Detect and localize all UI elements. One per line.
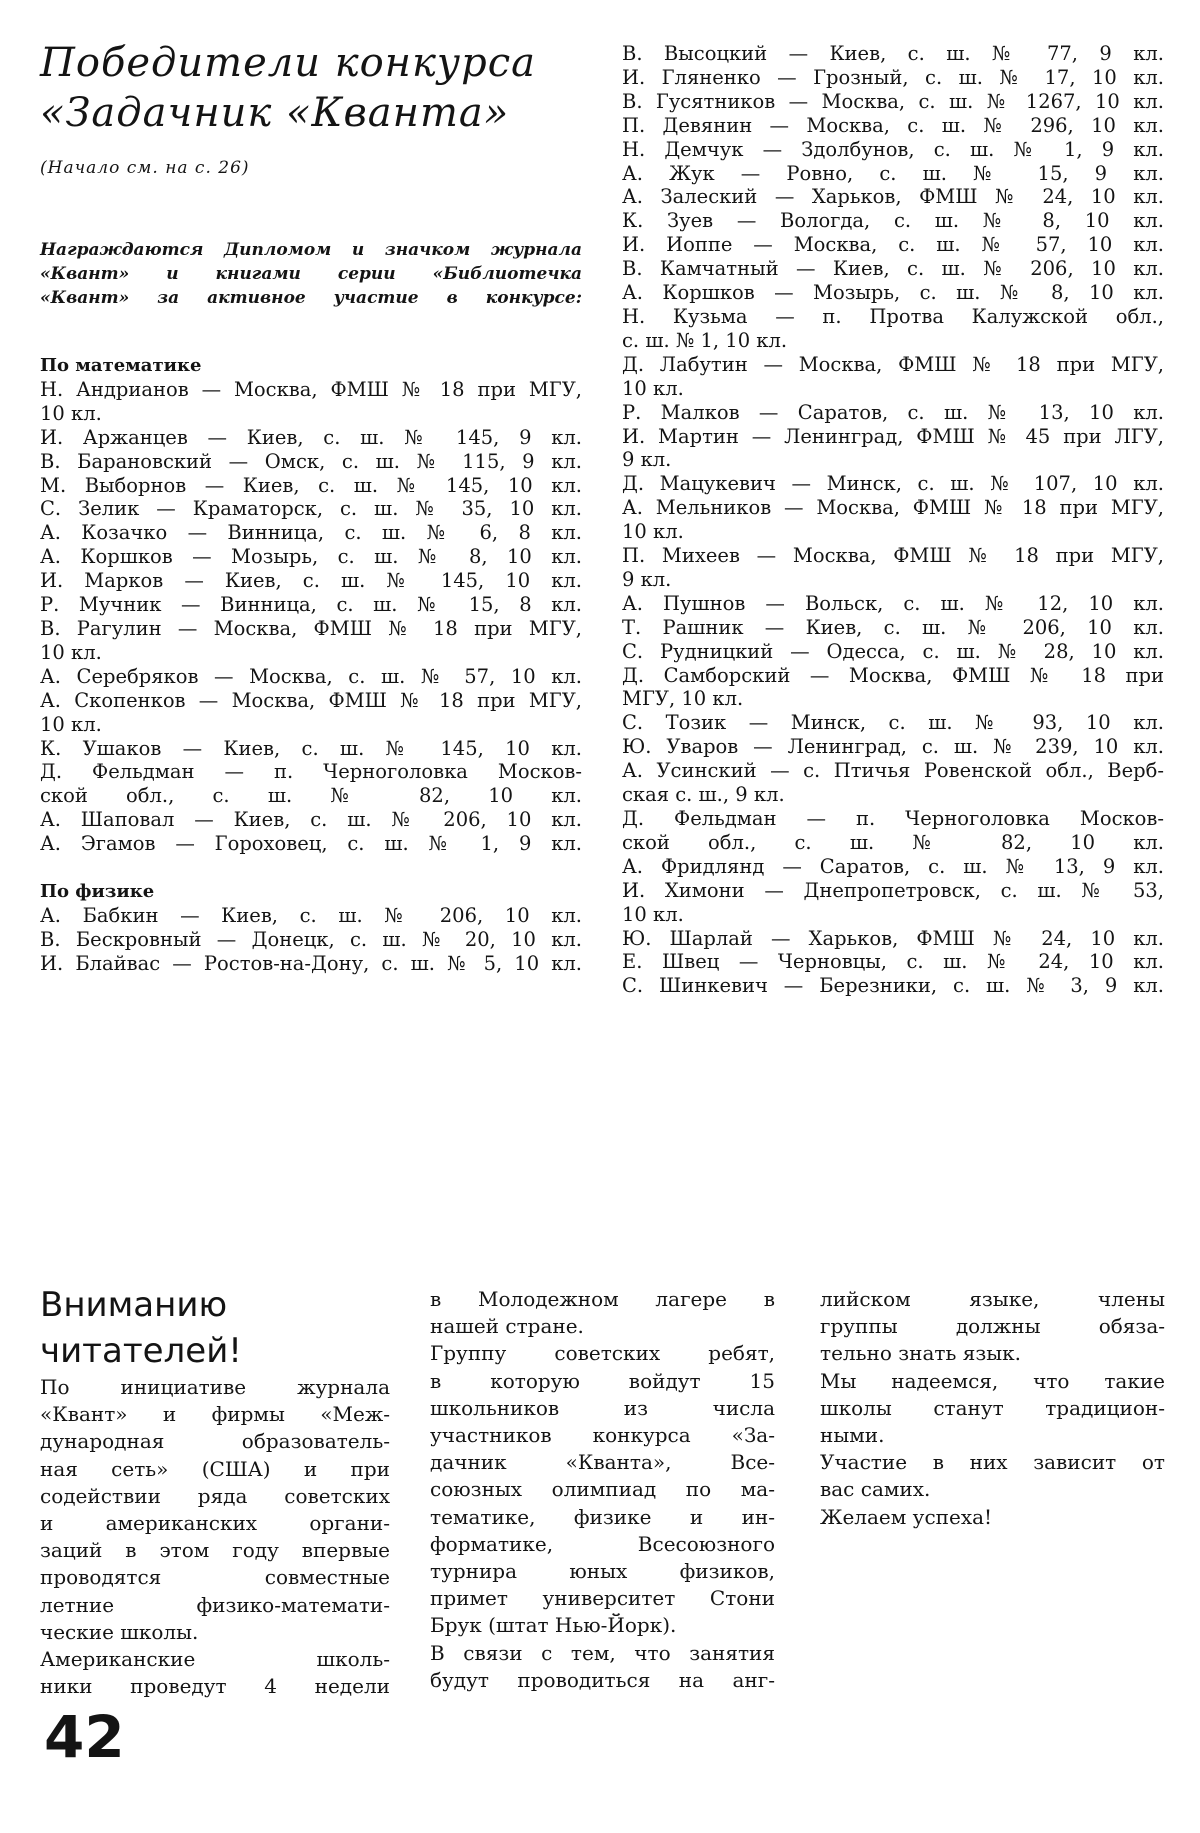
notice-text-line: проводятся совместные [40, 1565, 390, 1590]
winner-line: А. Мельников — Москва, ФМШ № 18 при МГУ, [622, 496, 1164, 520]
notice-text-line: содействии ряда советских [40, 1483, 390, 1508]
winner-line: М. Выборнов — Киев, с. ш. № 145, 10 кл. [40, 473, 582, 497]
page-title [40, 38, 600, 138]
winner-line: П. Девянин — Москва, с. ш. № 296, 10 кл. [622, 113, 1164, 137]
winner-line: Ю. Шарлай — Харьков, ФМШ № 24, 10 кл. [622, 926, 1164, 950]
winner-line: 10 кл. [40, 712, 102, 736]
notice-text-line: школы станут традицион- [820, 1395, 1165, 1420]
notice-text-line: Участие в них зависит от [820, 1450, 1165, 1475]
physics-winners-list-continued [622, 42, 1164, 998]
winner-line: В. Бескровный — Донецк, с. ш. № 20, 10 кл. [40, 927, 582, 951]
notice-text-line: союзных олимпиад по ма- [430, 1477, 775, 1502]
winner-line: 9 кл. [622, 567, 672, 591]
notice-column-2 [430, 1286, 775, 1694]
winner-line: А. Эгамов — Гороховец, с. ш. № 1, 9 кл. [40, 832, 582, 856]
continuation-note: (Начало см. на с. 26) [40, 158, 250, 178]
notice-text-line: По инициативе журнала [40, 1375, 390, 1399]
notice-text-line: турнира юных физиков, [430, 1559, 775, 1584]
notice-text-line: вас самих. [820, 1477, 931, 1502]
notice-text-line: В связи с тем, что занятия [430, 1640, 775, 1665]
notice-text-line: лийском языке, члены [820, 1287, 1165, 1311]
winner-line: В. Рагулин — Москва, ФМШ № 18 при МГУ, [40, 616, 582, 640]
winner-line: В. Камчатный — Киев, с. ш. № 206, 10 кл. [622, 257, 1164, 281]
winner-line: И. Гляненко — Грозный, с. ш. № 17, 10 кл. [622, 65, 1164, 89]
notice-text-line: ными. [820, 1423, 885, 1448]
notice-text-line: тельно знать язык. [820, 1341, 1021, 1366]
award-line: Награждаются Дипломом и значком журнала [40, 240, 582, 260]
winner-line: Т. Рашник — Киев, с. ш. № 206, 10 кл. [622, 615, 1164, 639]
winner-line: Д. Фельдман — п. Черноголовка Москов- [40, 760, 582, 784]
winner-line: И. Химони — Днепропетровск, с. ш. № 53, [622, 878, 1164, 902]
winner-line: А. Коршков — Мозырь, с. ш. № 8, 10 кл. [40, 545, 582, 569]
notice-text-line: дачник «Кванта», Все- [430, 1450, 775, 1475]
winner-line: Д. Самборский — Москва, ФМШ № 18 при [622, 663, 1164, 687]
notice-text-line: участников конкурса «За- [430, 1423, 775, 1448]
winner-line: Р. Малков — Саратов, с. ш. № 13, 10 кл. [622, 400, 1164, 424]
notice-text-line: и американских органи- [40, 1511, 390, 1536]
left-column [40, 354, 582, 976]
winner-line: И. Мартин — Ленинград, ФМШ № 45 при ЛГУ, [622, 424, 1164, 448]
winner-line: 10 кл. [622, 376, 684, 400]
notice-heading [40, 1282, 380, 1374]
winner-line: ской обл., с. ш. № 82, 10 кл. [40, 784, 582, 808]
page-number: 42 [44, 1703, 125, 1771]
winner-line: 9 кл. [622, 448, 672, 472]
notice-text-line: тематике, физике и ин- [430, 1504, 775, 1529]
notice-text-line: «Квант» и фирмы «Меж- [40, 1402, 390, 1427]
winner-line: А. Жук — Ровно, с. ш. № 15, 9 кл. [622, 161, 1164, 185]
winner-line: С. Рудницкий — Одесса, с. ш. № 28, 10 кл. [622, 639, 1164, 663]
winner-line: И. Марков — Киев, с. ш. № 145, 10 кл. [40, 569, 582, 593]
winner-line: Д. Лабутин — Москва, ФМШ № 18 при МГУ, [622, 352, 1164, 376]
winner-line: П. Михеев — Москва, ФМШ № 18 при МГУ, [622, 544, 1164, 568]
winner-line: Д. Мацукевич — Минск, с. ш. № 107, 10 кл. [622, 472, 1164, 496]
notice-text-line: Желаем успеха! [820, 1504, 993, 1529]
notice-text-line: примет университет Стони [430, 1586, 775, 1611]
winner-line: С. Зелик — Краматорск, с. ш. № 35, 10 кл. [40, 497, 582, 521]
winner-line: И. Блайвас — Ростов-на-Дону, с. ш. № 5, 10 кл. [40, 951, 582, 975]
notice-text-line: школьников из числа [430, 1395, 775, 1420]
notice-text-line: группы должны обяза- [820, 1314, 1165, 1339]
notice-column-1 [40, 1374, 390, 1700]
notice-text-line: форматике, Всесоюзного [430, 1531, 775, 1556]
winner-line: А. Шаповал — Киев, с. ш. № 206, 10 кл. [40, 808, 582, 832]
winner-line: Д. Фельдман — п. Черноголовка Москов- [622, 807, 1164, 830]
physics-heading: По физике [40, 880, 155, 902]
winner-line: А. Пушнов — Вольск, с. ш. № 12, 10 кл. [622, 591, 1164, 615]
notice-text-line: ная сеть» (США) и при [40, 1456, 390, 1481]
physics-winners-list [40, 904, 582, 976]
right-column [622, 42, 1164, 998]
notice-text-line: Мы надеемся, что такие [820, 1368, 1165, 1393]
winner-line: Ю. Уваров — Ленинград, с. ш. № 239, 10 кл. [622, 735, 1164, 759]
winner-line: МГУ, 10 кл. [622, 687, 744, 711]
winner-line: А. Козачко — Винница, с. ш. № 6, 8 кл. [40, 521, 582, 545]
notice-text-line: Брук (штат Нью-Йорк). [430, 1613, 677, 1638]
winner-line: 10 кл. [622, 520, 684, 544]
notice-heading-line-1: Вниманию [40, 1285, 228, 1325]
winner-line: 10 кл. [40, 401, 102, 425]
winner-line: А. Серебряков — Москва, с. ш. № 57, 10 кл. [40, 664, 582, 688]
winner-line: Р. Мучник — Винница, с. ш. № 15, 8 кл. [40, 593, 582, 617]
winner-line: А. Скопенков — Москва, ФМШ № 18 при МГУ, [40, 688, 582, 712]
winner-line: 10 кл. [40, 640, 102, 664]
winner-line: В. Барановский — Омск, с. ш. № 115, 9 кл. [40, 449, 582, 473]
notice-text-line: летние физико-математи- [40, 1592, 390, 1617]
winner-line: А. Фридлянд — Саратов, с. ш. № 13, 9 кл. [622, 854, 1164, 878]
math-heading: По математике [40, 355, 202, 376]
award-text [40, 238, 582, 310]
winner-line: В. Высоцкий — Киев, с. ш. № 77, 9 кл. [622, 42, 1164, 65]
winner-line: Н. Андрианов — Москва, ФМШ № 18 при МГУ, [40, 377, 582, 401]
winner-line: 10 кл. [622, 902, 684, 926]
winner-line: Н. Демчук — Здолбунов, с. ш. № 1, 9 кл. [622, 137, 1164, 161]
winner-line: ской обл., с. ш. № 82, 10 кл. [622, 830, 1164, 854]
award-line: «Квант» за активное участие в конкурсе: [40, 288, 582, 308]
winner-line: С. Шинкевич — Березники, с. ш. № 3, 9 кл. [622, 974, 1164, 998]
winner-line: К. Зуев — Вологда, с. ш. № 8, 10 кл. [622, 209, 1164, 233]
winner-line: И. Аржанцев — Киев, с. ш. № 145, 9 кл. [40, 425, 582, 449]
winner-line: с. ш. № 1, 10 кл. [622, 328, 788, 352]
award-line: «Квант» и книгами серии «Библиотечка [40, 264, 582, 284]
winner-line: А. Усинский — с. Птичья Ровенской обл., Верб- [622, 759, 1164, 783]
winner-line: Е. Швец — Черновцы, с. ш. № 24, 10 кл. [622, 950, 1164, 974]
winner-line: С. Тозик — Минск, с. ш. № 93, 10 кл. [622, 711, 1164, 735]
notice-text-line: заций в этом году впервые [40, 1538, 390, 1563]
winner-line: ская с. ш., 9 кл. [622, 783, 785, 807]
title-line-2: «Задачник «Кванта» [40, 90, 510, 136]
winner-line: А. Бабкин — Киев, с. ш. № 206, 10 кл. [40, 903, 582, 927]
notice-text-line: будут проводиться на анг- [430, 1667, 775, 1692]
winner-line: Н. Кузьма — п. Протва Калужской обл., [622, 304, 1164, 328]
notice-text-line: ческие школы. [40, 1619, 199, 1644]
notice-column-3 [820, 1286, 1165, 1531]
math-winners-list [40, 378, 582, 856]
notice-text-line: в Молодежном лагере в [430, 1287, 775, 1311]
title-line-1: Победители конкурса [40, 40, 536, 86]
notice-text-line: дународная образователь- [40, 1429, 390, 1454]
winner-line: А. Коршков — Мозырь, с. ш. № 8, 10 кл. [622, 281, 1164, 305]
notice-text-line: Группу советских ребят, [430, 1341, 775, 1366]
notice-text-line: Американские школь- [40, 1647, 390, 1672]
winner-line: А. Залеский — Харьков, ФМШ № 24, 10 кл. [622, 185, 1164, 209]
winner-line: К. Ушаков — Киев, с. ш. № 145, 10 кл. [40, 736, 582, 760]
winner-line: В. Гусятников — Москва, с. ш. № 1267, 10 кл. [622, 89, 1164, 113]
notice-heading-line-2: читателей! [40, 1331, 242, 1371]
winner-line: И. Иоппе — Москва, с. ш. № 57, 10 кл. [622, 233, 1164, 257]
notice-text-line: в которую войдут 15 [430, 1368, 775, 1393]
notice-text-line: нашей стране. [430, 1314, 584, 1339]
notice-text-line: ники проведут 4 недели [40, 1674, 390, 1699]
